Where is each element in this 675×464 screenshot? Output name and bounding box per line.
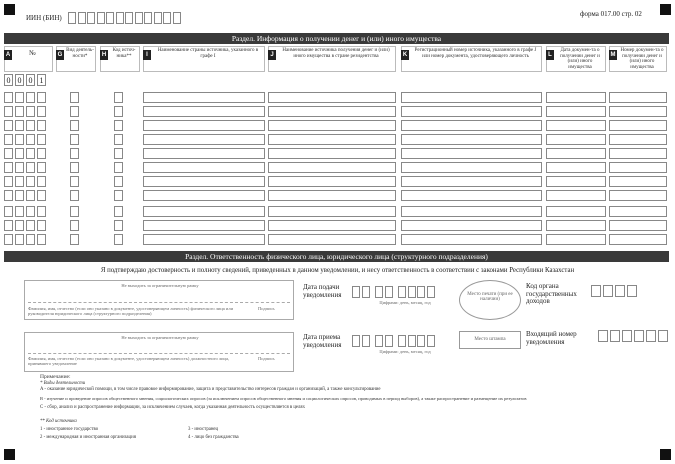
- source-name-field[interactable]: [268, 190, 396, 201]
- date-cell[interactable]: [427, 335, 435, 347]
- activity-cell[interactable]: [70, 148, 79, 159]
- row-number-cell[interactable]: [4, 220, 13, 231]
- document-number-field[interactable]: [609, 148, 667, 159]
- source-name-field[interactable]: [268, 176, 396, 187]
- registration-number-field[interactable]: [401, 220, 542, 231]
- iin-label: ИИН (БИН): [26, 14, 62, 22]
- org-code-cell[interactable]: [603, 285, 613, 297]
- applicant-fio-line: [28, 302, 238, 303]
- row-number-cell[interactable]: [15, 176, 24, 187]
- official-fio-hint: Фамилия, имя, отчество (если оно указано в документе, удостоверяющем личность) должностного лица, принявшего уведомление: [28, 356, 230, 366]
- iin-cell[interactable]: [87, 12, 95, 24]
- activity-cell[interactable]: [70, 176, 79, 187]
- country-field[interactable]: [143, 220, 265, 231]
- source-name-field[interactable]: [268, 120, 396, 131]
- row-number-cell[interactable]: [37, 190, 46, 201]
- submit-date-label: Дата подачи уведомления: [303, 283, 342, 299]
- document-number-field[interactable]: [609, 120, 667, 131]
- date-cell[interactable]: [417, 286, 425, 298]
- document-date-field[interactable]: [546, 206, 606, 217]
- iin-cell[interactable]: [97, 12, 105, 24]
- column-letter-h: H: [101, 52, 107, 58]
- document-date-field[interactable]: [546, 106, 606, 117]
- row-number-cell[interactable]: [15, 220, 24, 231]
- registration-number-field[interactable]: [401, 148, 542, 159]
- column-label-l: Дата докумен-та о получении денег и (или) иного имущества: [560, 48, 600, 70]
- incoming-cell[interactable]: [622, 330, 632, 342]
- activity-cell[interactable]: [70, 120, 79, 131]
- row-number-cell[interactable]: [26, 120, 35, 131]
- source-4: 4 - лицо без гражданства: [188, 435, 239, 440]
- document-number-field[interactable]: [609, 234, 667, 245]
- row-number-cell[interactable]: [4, 148, 13, 159]
- date-cell[interactable]: [427, 286, 435, 298]
- country-field[interactable]: [143, 234, 265, 245]
- row-number-cell[interactable]: [26, 190, 35, 201]
- source-name-field[interactable]: [268, 106, 396, 117]
- column-letter-i: I: [143, 50, 151, 60]
- activity-a: A - оказание юридической помощи, в том числе правовое информирование, защита и представительство интересов граждан и организаций, а также консультирование: [40, 387, 381, 392]
- document-date-field[interactable]: [546, 234, 606, 245]
- iin-cell[interactable]: [68, 12, 76, 24]
- registration-number-field[interactable]: [401, 206, 542, 217]
- source-name-field[interactable]: [268, 148, 396, 159]
- column-letter-k: K: [402, 52, 408, 58]
- registration-number-field[interactable]: [401, 134, 542, 145]
- iin-cell[interactable]: [163, 12, 171, 24]
- row-number-cell[interactable]: [15, 190, 24, 201]
- row-number-cell[interactable]: [15, 134, 24, 145]
- iin-cell[interactable]: [106, 12, 114, 24]
- row-number-digit[interactable]: 1: [37, 74, 46, 86]
- column-label-k: Регистрационный номер источника, указанного в графе J или номер документа, удостоверяющего личность: [414, 48, 537, 59]
- document-number-field[interactable]: [609, 190, 667, 201]
- country-field[interactable]: [143, 106, 265, 117]
- document-date-field[interactable]: [546, 92, 606, 103]
- source-code-cell[interactable]: [114, 190, 123, 201]
- section-responsibility-title: Раздел. Ответственность физического лица, юридического лица (структурного подразделения): [4, 251, 669, 262]
- confirm-text: Я подтверждаю достоверность и полноту сведений, приведенных в данном уведомлении, и несу ответственность в соответствии с законами Республики Казахстан: [100, 267, 575, 274]
- iin-cell[interactable]: [154, 12, 162, 24]
- iin-cell[interactable]: [144, 12, 152, 24]
- document-date-field[interactable]: [546, 134, 606, 145]
- row-number-cell[interactable]: [26, 162, 35, 173]
- row-number-digit[interactable]: 0: [15, 74, 24, 86]
- document-date-field[interactable]: [546, 162, 606, 173]
- applicant-frame-hint: Не выходить за ограничительную рамку: [121, 283, 199, 288]
- org-code-label: Код органа государственных доходов: [526, 282, 577, 305]
- applicant-sign-line: [240, 302, 290, 303]
- incoming-cell[interactable]: [610, 330, 620, 342]
- activity-title: * Виды деятельности: [40, 381, 86, 386]
- row-number-cell[interactable]: [15, 206, 24, 217]
- row-number-cell[interactable]: [26, 206, 35, 217]
- country-field[interactable]: [143, 120, 265, 131]
- country-field[interactable]: [143, 148, 265, 159]
- row-number-cell[interactable]: [37, 206, 46, 217]
- source-code-cell[interactable]: [114, 106, 123, 117]
- country-field[interactable]: [143, 206, 265, 217]
- date-cell[interactable]: [362, 286, 370, 298]
- source-title: ** Код источника: [40, 419, 77, 424]
- row-number-digit[interactable]: 0: [4, 74, 13, 86]
- row-number-cell[interactable]: [26, 134, 35, 145]
- source-code-cell[interactable]: [114, 148, 123, 159]
- official-frame-hint: Не выходить за ограничительную рамку: [121, 335, 199, 340]
- source-name-field[interactable]: [268, 92, 396, 103]
- document-number-field[interactable]: [609, 220, 667, 231]
- incoming-cell[interactable]: [646, 330, 656, 342]
- column-letter-l: L: [546, 50, 554, 60]
- org-code-cell[interactable]: [615, 285, 625, 297]
- corner-marker-top-right: [660, 4, 671, 15]
- registration-number-field[interactable]: [401, 176, 542, 187]
- date-cell[interactable]: [352, 286, 360, 298]
- registration-number-field[interactable]: [401, 162, 542, 173]
- row-number-cell[interactable]: [26, 148, 35, 159]
- row-number-cell[interactable]: [37, 176, 46, 187]
- document-number-field[interactable]: [609, 106, 667, 117]
- source-3: 3 - иностранец: [188, 427, 219, 432]
- column-label-h: Код источ-ника**: [112, 48, 136, 59]
- activity-cell[interactable]: [70, 206, 79, 217]
- document-date-field[interactable]: [546, 120, 606, 131]
- country-field[interactable]: [143, 176, 265, 187]
- row-number-cell[interactable]: [4, 120, 13, 131]
- date-cell[interactable]: [385, 286, 393, 298]
- column-label-a: №: [29, 49, 36, 57]
- form-label: форма 017.00 стр. 02: [580, 10, 642, 18]
- row-number-cell[interactable]: [4, 176, 13, 187]
- iin-cell[interactable]: [135, 12, 143, 24]
- row-number-cell[interactable]: [15, 148, 24, 159]
- date-cell[interactable]: [352, 335, 360, 347]
- source-name-field[interactable]: [268, 234, 396, 245]
- document-number-field[interactable]: [609, 162, 667, 173]
- registration-number-field[interactable]: [401, 234, 542, 245]
- registration-number-field[interactable]: [401, 120, 542, 131]
- row-number-cell[interactable]: [15, 92, 24, 103]
- source-code-cell[interactable]: [114, 162, 123, 173]
- row-number-cell[interactable]: [15, 120, 24, 131]
- activity-c: C - сбор, анализ и распространение информации, за исключением случаев, когда указанная деятельность осуществляется в целях: [40, 405, 306, 410]
- document-number-field[interactable]: [609, 176, 667, 187]
- country-field[interactable]: [143, 92, 265, 103]
- activity-b: B - изучение и проведение опросов общественного мнения, социологических опросов (за исключением опросов общественного мнения и социологических опросов, проводимых в период выборов), а также распространение и размещение их результатов: [40, 396, 527, 401]
- column-label-g: Вид деятель-ности*: [66, 48, 94, 59]
- row-number-cell[interactable]: [37, 106, 46, 117]
- row-number-cell[interactable]: [37, 134, 46, 145]
- registration-number-field[interactable]: [401, 92, 542, 103]
- country-field[interactable]: [143, 190, 265, 201]
- column-letter-g: G: [57, 52, 63, 58]
- date-cell[interactable]: [375, 335, 383, 347]
- date-cell[interactable]: [398, 286, 406, 298]
- iin-cell[interactable]: [125, 12, 133, 24]
- row-number-cell[interactable]: [4, 134, 13, 145]
- accept-date-field[interactable]: [352, 335, 452, 347]
- source-code-cell[interactable]: [114, 92, 123, 103]
- source-name-field[interactable]: [268, 134, 396, 145]
- submit-date-hint: Цифрами: день, месяц, год: [379, 300, 431, 305]
- row-number-cell[interactable]: [26, 234, 35, 245]
- row-number-cell[interactable]: [37, 148, 46, 159]
- date-cell[interactable]: [362, 335, 370, 347]
- org-code-cell[interactable]: [591, 285, 601, 297]
- row-number-cell[interactable]: [15, 234, 24, 245]
- section-info-title: Раздел. Информация о получении денег и (или) иного имущества: [4, 33, 669, 44]
- date-cell[interactable]: [417, 335, 425, 347]
- official-sign-hint: Подпись: [258, 356, 275, 361]
- country-field[interactable]: [143, 134, 265, 145]
- row-number-cell[interactable]: [37, 92, 46, 103]
- notes-title: Примечание:: [40, 374, 71, 380]
- document-number-field[interactable]: [609, 92, 667, 103]
- iin-field[interactable]: [68, 12, 308, 24]
- corner-marker-top-left: [4, 4, 15, 15]
- activity-cell[interactable]: [70, 234, 79, 245]
- row-number-cell[interactable]: [37, 162, 46, 173]
- source-name-field[interactable]: [268, 206, 396, 217]
- row-number-cell[interactable]: [4, 234, 13, 245]
- source-2: 2 - международная и иностранная организация: [40, 435, 136, 440]
- accept-date-label: Дата приема уведомления: [303, 333, 342, 349]
- incoming-cell[interactable]: [658, 330, 668, 342]
- row-number-cell[interactable]: [4, 206, 13, 217]
- column-label-m: Номер докумен-та о получении денег и (или) иного имущества: [620, 48, 664, 70]
- accept-date-hint: Цифрами: день, месяц, год: [379, 349, 431, 354]
- column-letter-a: A: [5, 52, 11, 58]
- submit-date-field[interactable]: [352, 286, 452, 298]
- registration-number-field[interactable]: [401, 190, 542, 201]
- activity-cell[interactable]: [70, 190, 79, 201]
- date-cell[interactable]: [375, 286, 383, 298]
- stamp-place-text: Место штампа: [474, 337, 506, 342]
- document-date-field[interactable]: [546, 148, 606, 159]
- incoming-cell[interactable]: [634, 330, 644, 342]
- date-cell[interactable]: [408, 335, 416, 347]
- source-code-cell[interactable]: [114, 234, 123, 245]
- row-number-cell[interactable]: [15, 162, 24, 173]
- column-letter-m: M: [610, 52, 616, 58]
- corner-marker-bottom-left: [4, 449, 15, 460]
- activity-cell[interactable]: [70, 220, 79, 231]
- date-cell[interactable]: [408, 286, 416, 298]
- date-cell[interactable]: [385, 335, 393, 347]
- row-number-cell[interactable]: [4, 106, 13, 117]
- iin-cell[interactable]: [116, 12, 124, 24]
- iin-cell[interactable]: [173, 12, 181, 24]
- stamp-text: Место печати (при ее наличии): [467, 292, 513, 302]
- row-number-cell[interactable]: [4, 162, 13, 173]
- row-number-cell[interactable]: [37, 120, 46, 131]
- official-sign-line: [240, 353, 290, 354]
- row-number-cell[interactable]: [26, 220, 35, 231]
- document-date-field[interactable]: [546, 220, 606, 231]
- source-code-cell[interactable]: [114, 176, 123, 187]
- row-number-digit[interactable]: 0: [26, 74, 35, 86]
- document-date-field[interactable]: [546, 190, 606, 201]
- iin-cell[interactable]: [78, 12, 86, 24]
- date-cell[interactable]: [398, 335, 406, 347]
- row-number-cell[interactable]: [4, 92, 13, 103]
- registration-number-field[interactable]: [401, 106, 542, 117]
- incoming-number-label: Входящий номер уведомления: [526, 330, 577, 346]
- source-code-cell[interactable]: [114, 120, 123, 131]
- official-fio-line: [28, 353, 238, 354]
- activity-cell[interactable]: [70, 162, 79, 173]
- applicant-fio-hint: Фамилия, имя, отчество (если оно указано в документе, удостоверяющем личность) физического лица или руководителя юридического лица (структурного подразделения): [28, 306, 233, 316]
- column-label-j: Наименование источника получения денег и (или) иного имущества в стране резидентства: [282, 48, 390, 59]
- row-number-cell[interactable]: [26, 176, 35, 187]
- incoming-cell[interactable]: [598, 330, 608, 342]
- row-number-cell[interactable]: [37, 220, 46, 231]
- activity-cell[interactable]: [70, 106, 79, 117]
- activity-cell[interactable]: [70, 134, 79, 145]
- document-number-field[interactable]: [609, 134, 667, 145]
- row-number-cell[interactable]: [15, 106, 24, 117]
- column-label-i: Наименование страны источника, указанного в графе I: [157, 48, 259, 59]
- org-code-field[interactable]: [591, 285, 641, 297]
- row-number-cell[interactable]: [4, 190, 13, 201]
- org-code-cell[interactable]: [627, 285, 637, 297]
- incoming-number-field[interactable]: [598, 330, 668, 342]
- activity-cell[interactable]: [70, 92, 79, 103]
- row-number-cell[interactable]: [37, 234, 46, 245]
- source-1: 1 - иностранное государство: [40, 427, 99, 432]
- row-number-cell[interactable]: [26, 106, 35, 117]
- source-code-cell[interactable]: [114, 220, 123, 231]
- document-date-field[interactable]: [546, 176, 606, 187]
- document-number-field[interactable]: [609, 206, 667, 217]
- row-number-cell[interactable]: [26, 92, 35, 103]
- source-name-field[interactable]: [268, 220, 396, 231]
- column-letter-j: J: [268, 50, 276, 60]
- source-code-cell[interactable]: [114, 134, 123, 145]
- country-field[interactable]: [143, 162, 265, 173]
- corner-marker-bottom-right: [660, 449, 671, 460]
- source-name-field[interactable]: [268, 162, 396, 173]
- applicant-sign-hint: Подпись: [258, 306, 275, 311]
- source-code-cell[interactable]: [114, 206, 123, 217]
